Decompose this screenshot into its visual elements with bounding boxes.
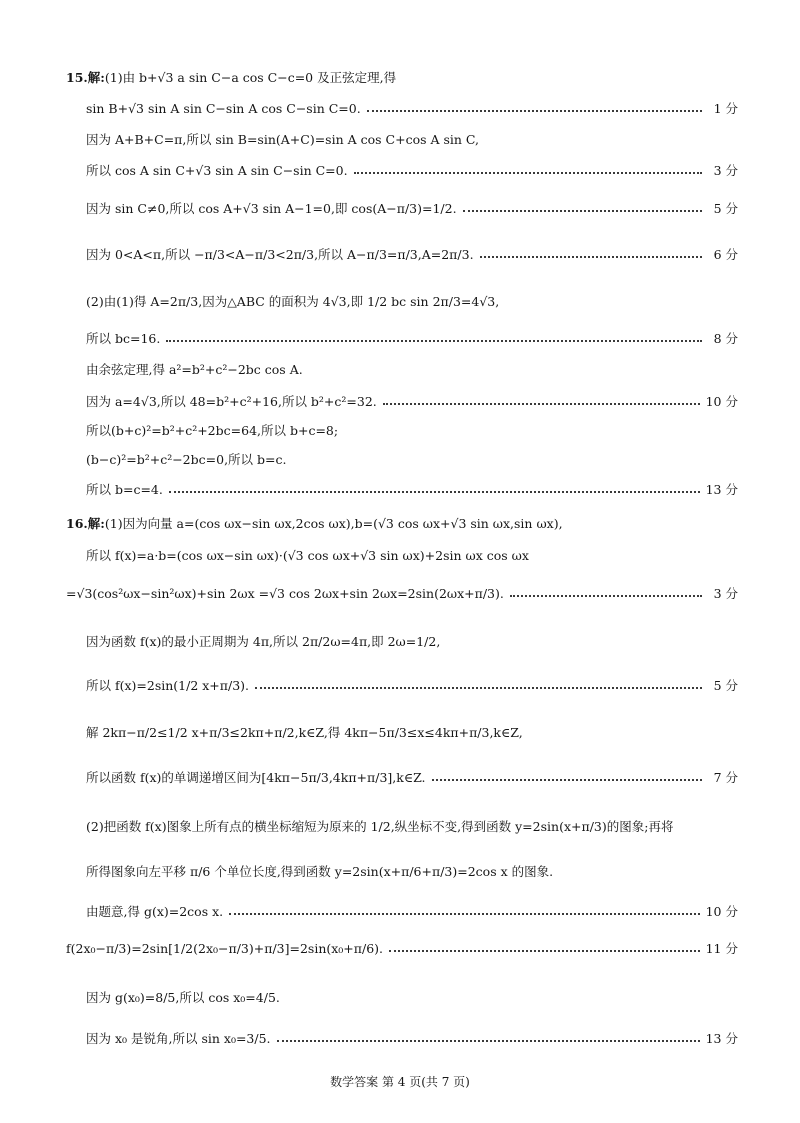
p15-text-0: (1)由 b+√3 a sin C−a cos C−c=0 及正弦定理,得 [104,70,397,85]
dot-leader [166,340,702,342]
p16-text-0: (1)因为向量 a=(cos ωx−sin ωx,2cos ωx),b=(√3 cos ωx+√3 sin ωx,sin ωx), [104,516,563,531]
page-footer: 数学答案 第 4 页(共 7 页) [330,1075,470,1089]
p15-text-12: 所以 b=c=4. [86,482,163,497]
p16-text-3: 因为函数 f(x)的最小正周期为 4π,所以 2π/2ω=4π,即 2ω=1/2, [86,634,441,649]
p16-line-3 [86,632,738,652]
p16-text-6: 所以函数 f(x)的单调递增区间为[4kπ−5π/3,4kπ+π/3],k∈Z. [86,770,426,785]
dot-leader [354,172,702,174]
p15-text-9: 因为 a=4√3,所以 48=b²+c²+16,所以 b²+c²=32. [86,394,377,409]
p16-text-12: 因为 x₀ 是锐角,所以 sin x₀=3/5. [86,1031,271,1046]
p16-text-5: 解 2kπ−π/2≤1/2 x+π/3≤2kπ+π/2,k∈Z,得 4kπ−5π/3≤x≤4kπ+π/3,k∈Z, [86,725,523,740]
p15-line-5 [86,245,738,265]
p15-text-5: 因为 0<A<π,所以 −π/3<A−π/3<2π/3,所以 A−π/3=π/3,A=2π/3. [86,247,474,262]
p15-line-9 [86,392,738,412]
p16-line-5 [86,723,738,743]
p15-line-7 [86,329,738,349]
p16-score-12: 13 分 [705,1031,738,1046]
dot-leader [510,595,702,597]
p16-line-11 [86,988,738,1008]
p16-line-1 [86,546,738,566]
dot-leader [389,950,700,952]
p15-score-5: 6 分 [713,247,738,262]
p16-score-9: 10 分 [705,904,738,919]
p16-text-9: 由题意,得 g(x)=2cos x. [86,904,224,919]
p15-text-10: 所以(b+c)²=b²+c²+2bc=64,所以 b+c=8; [86,423,339,438]
p15-line-3 [86,161,738,181]
p16-line-9 [86,902,738,922]
p15-line-2 [86,130,738,150]
p15-text-2: 因为 A+B+C=π,所以 sin B=sin(A+C)=sin A cos C+cos A sin C, [86,132,480,147]
p15-score-3: 3 分 [713,163,738,178]
p16-text-1: 所以 f(x)=a·b=(cos ωx−sin ωx)·(√3 cos ωx+√3 sin ωx)+2sin ωx cos ωx [86,548,529,563]
dot-leader [229,913,699,915]
p15-score-1: 1 分 [713,101,738,116]
p15-score-12: 13 分 [705,482,738,497]
p16-line-2 [66,584,738,604]
p15-line-8 [86,360,738,380]
p15-line-4 [86,199,738,219]
p16-line-8 [86,862,738,882]
p15-text-6: (2)由(1)得 A=2π/3,因为△ABC 的面积为 4√3,即 1/2 bc sin 2π/3=4√3, [86,294,500,309]
p15-text-11: (b−c)²=b²+c²−2bc=0,所以 b=c. [86,452,287,467]
p15-score-9: 10 分 [705,394,738,409]
p16-line-7 [86,817,738,837]
dot-leader [169,491,700,493]
p15-text-1: sin B+√3 sin A sin C−sin A cos C−sin C=0. [86,101,361,116]
p15-text-3: 所以 cos A sin C+√3 sin A sin C−sin C=0. [86,163,348,178]
p16-score-4: 5 分 [713,678,738,693]
p15-score-7: 8 分 [713,331,738,346]
dot-leader [432,779,702,781]
p16-line-10 [66,939,738,959]
p16-text-10: f(2x₀−π/3)=2sin[1/2(2x₀−π/3)+π/3]=2sin(x₀+π/6). [66,941,384,956]
dot-leader [480,256,702,258]
p16-text-7: (2)把函数 f(x)图象上所有点的横坐标缩短为原来的 1/2,纵坐标不变,得到函数 y=2sin(x+π/3)的图象;再将 [86,819,674,834]
p16-score-2: 3 分 [713,586,738,601]
p16-line-12 [86,1029,738,1049]
p16-text-11: 因为 g(x₀)=8/5,所以 cos x₀=4/5. [86,990,280,1005]
dot-leader [463,210,702,212]
p16-score-10: 11 分 [705,941,738,956]
dot-leader [277,1040,700,1042]
p15-line-1 [86,99,738,119]
p15-text-4: 因为 sin C≠0,所以 cos A+√3 sin A−1=0,即 cos(A−π/3)=1/2. [86,201,457,216]
p16-line-6 [86,768,738,788]
p16-line-0 [66,514,738,534]
p16-score-6: 7 分 [713,770,738,785]
p15-text-8: 由余弦定理,得 a²=b²+c²−2bc cos A. [86,362,303,377]
p15-line-6 [86,292,738,312]
p15-lead: 15.解: [66,70,105,85]
p16-lead: 16.解: [66,516,105,531]
p15-line-12 [86,480,738,500]
p16-text-2: =√3(cos²ωx−sin²ωx)+sin 2ωx =√3 cos 2ωx+sin 2ωx=2sin(2ωx+π/3). [66,586,504,601]
dot-leader [367,110,702,112]
p15-text-7: 所以 bc=16. [86,331,161,346]
p16-text-8: 所得图象向左平移 π/6 个单位长度,得到函数 y=2sin(x+π/6+π/3)=2cos x 的图象. [86,864,554,879]
p15-score-4: 5 分 [713,201,738,216]
p16-line-4 [86,676,738,696]
p15-line-11 [86,450,738,470]
p16-text-4: 所以 f(x)=2sin(1/2 x+π/3). [86,678,250,693]
p15-line-10 [86,421,738,441]
dot-leader [383,403,700,405]
dot-leader [255,687,702,689]
p15-line-0 [66,68,738,88]
